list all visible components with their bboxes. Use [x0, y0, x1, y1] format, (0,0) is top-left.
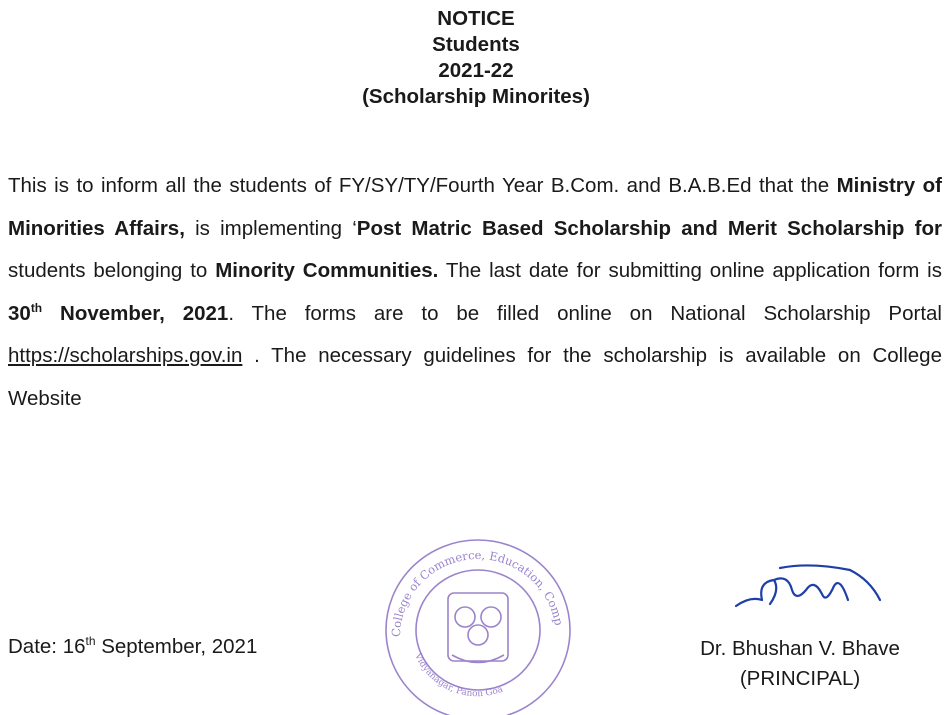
stamp-text-bottom: Vidyanagar, Panon Goa [412, 651, 505, 700]
college-stamp [370, 525, 585, 715]
body-text-3: students belonging to [8, 259, 216, 283]
ministry-name: Ministry of Minorities Affairs, [8, 174, 942, 240]
deadline-month-year: November, 2021 [42, 301, 229, 325]
date-rest: September, 2021 [95, 635, 258, 658]
signatory-block [680, 634, 920, 694]
notice-body [8, 165, 942, 421]
body-text-1: This is to inform all the students of FY/SY/TY/Fourth Year B.Com. and B.A.B.Ed that the [8, 174, 837, 197]
scheme-name: Post Matric Based Scholarship and Merit Scholarship for [356, 216, 942, 240]
notice-date [8, 634, 257, 660]
notice-year: 2021-22 [438, 59, 514, 82]
signature-text: Bhave [730, 560, 733, 561]
portal-link[interactable]: https://scholarships.gov.in [8, 344, 243, 368]
body-text-4: The last date for submitting online application form is [438, 259, 942, 283]
date-prefix: Date: 16 [8, 635, 86, 658]
body-text-5: . The forms are to be filled online on National Scholarship Portal [228, 301, 942, 325]
notice-audience: Students [432, 33, 520, 56]
notice-title: NOTICE [437, 7, 515, 30]
notice-subject: (Scholarship Minorites) [362, 85, 590, 108]
signatory-title: (PRINCIPAL) [739, 667, 861, 690]
deadline-date [8, 302, 228, 325]
deadline-day: 30 [8, 301, 31, 325]
deadline-ordinal: th [30, 300, 43, 315]
body-text-2: is implementing ‘ [184, 216, 357, 240]
date-ordinal: th [85, 634, 96, 648]
principal-signature [730, 560, 885, 620]
stamp-text-top: College of Commerce, Education, Comp [388, 547, 567, 638]
notice-heading [0, 6, 952, 110]
body-text-6: . The necessary guidelines for the scholarship is available on College Website [8, 344, 942, 410]
signatory-name: Dr. Bhushan V. Bhave [700, 637, 900, 660]
communities-name: Minority Communities. [215, 259, 439, 283]
